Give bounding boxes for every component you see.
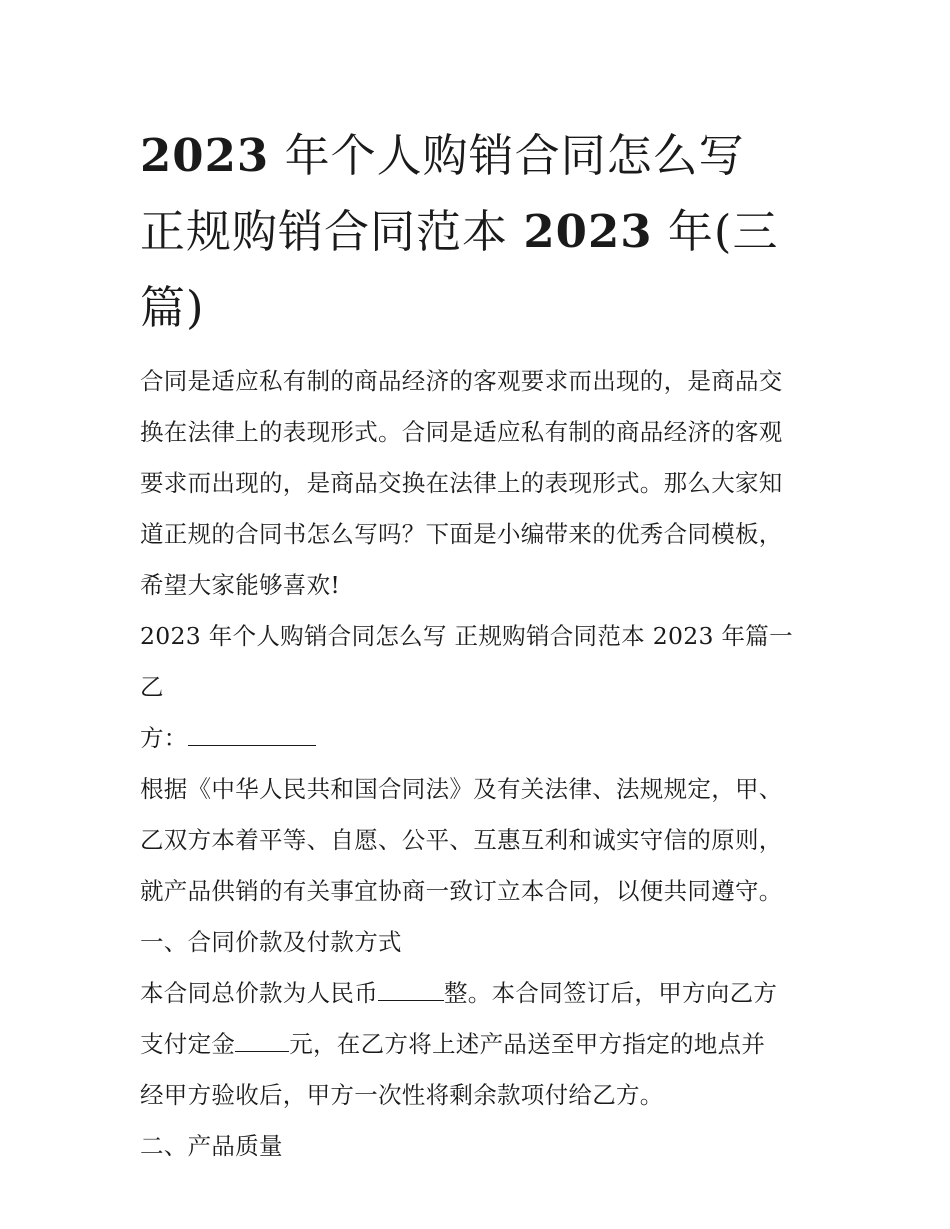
title-text-2: 正规购销合同范本 xyxy=(140,205,509,258)
party-b-blank xyxy=(188,719,316,746)
intro-line: 合同是适应私有制的商品经济的客观要求而出现的，是商品交 xyxy=(140,367,783,395)
title-text-1: 年个人购销合同怎么写 xyxy=(284,129,745,182)
intro-line: 要求而出现的，是商品交换在法律上的表现形式。那么大家知 xyxy=(140,469,783,497)
title-year: 2023 xyxy=(140,129,270,182)
intro-line: 道正规的合同书怎么写吗？下面是小编带来的优秀合同模板， xyxy=(140,520,783,548)
party-b-label: 方： xyxy=(140,724,188,752)
basis-line: 就产品供销的有关事宜协商一致订立本合同，以便共同遵守。 xyxy=(140,877,783,905)
title-text-3: 篇) xyxy=(140,281,205,334)
section-heading-line xyxy=(140,713,820,764)
clause-1-line: 经甲方验收后，甲方一次性将剩余款项付给乙方。 xyxy=(140,1081,664,1109)
basis-paragraph xyxy=(140,764,820,917)
clause-1-line xyxy=(140,1019,820,1070)
basis-line: 乙双方本着平等、自愿、公平、互惠互利和诚实守信的原则， xyxy=(140,826,783,854)
deposit-blank xyxy=(235,1025,289,1052)
title-text-2-tail: 年(三 xyxy=(667,205,779,258)
clause-1-title: 一、合同价款及付款方式 xyxy=(140,928,402,956)
document-title xyxy=(140,118,820,346)
clause-1-body xyxy=(140,968,820,1121)
deposit-text-tail: 元，在乙方将上述产品送至甲方指定的地点并 xyxy=(289,1030,766,1058)
title-line-1 xyxy=(140,118,820,194)
document-body xyxy=(140,356,820,1172)
intro-line: 希望大家能够喜欢! xyxy=(140,571,341,599)
deposit-text: 支付定金 xyxy=(140,1030,236,1058)
title-year-2: 2023 xyxy=(523,205,653,258)
document-page xyxy=(140,118,820,1172)
total-price-text-tail: 整。本合同签订后，甲方向乙方 xyxy=(444,979,778,1007)
total-price-text: 本合同总价款为人民币 xyxy=(140,979,378,1007)
title-line-3 xyxy=(140,270,820,346)
total-price-blank xyxy=(378,974,444,1001)
clause-1-line xyxy=(140,968,820,1019)
section-heading xyxy=(140,611,820,764)
basis-line: 根据《中华人民共和国合同法》及有关法律、法规规定，甲、 xyxy=(140,775,783,803)
title-line-2 xyxy=(140,194,820,270)
clause-2-title: 二、产品质量 xyxy=(140,1132,283,1160)
intro-paragraph xyxy=(140,356,820,611)
section-heading-line: 2023 年个人购销合同怎么写 正规购销合同范本 2023 年篇一 乙 xyxy=(140,622,793,701)
intro-line: 换在法律上的表现形式。合同是适应私有制的商品经济的客观 xyxy=(140,418,783,446)
